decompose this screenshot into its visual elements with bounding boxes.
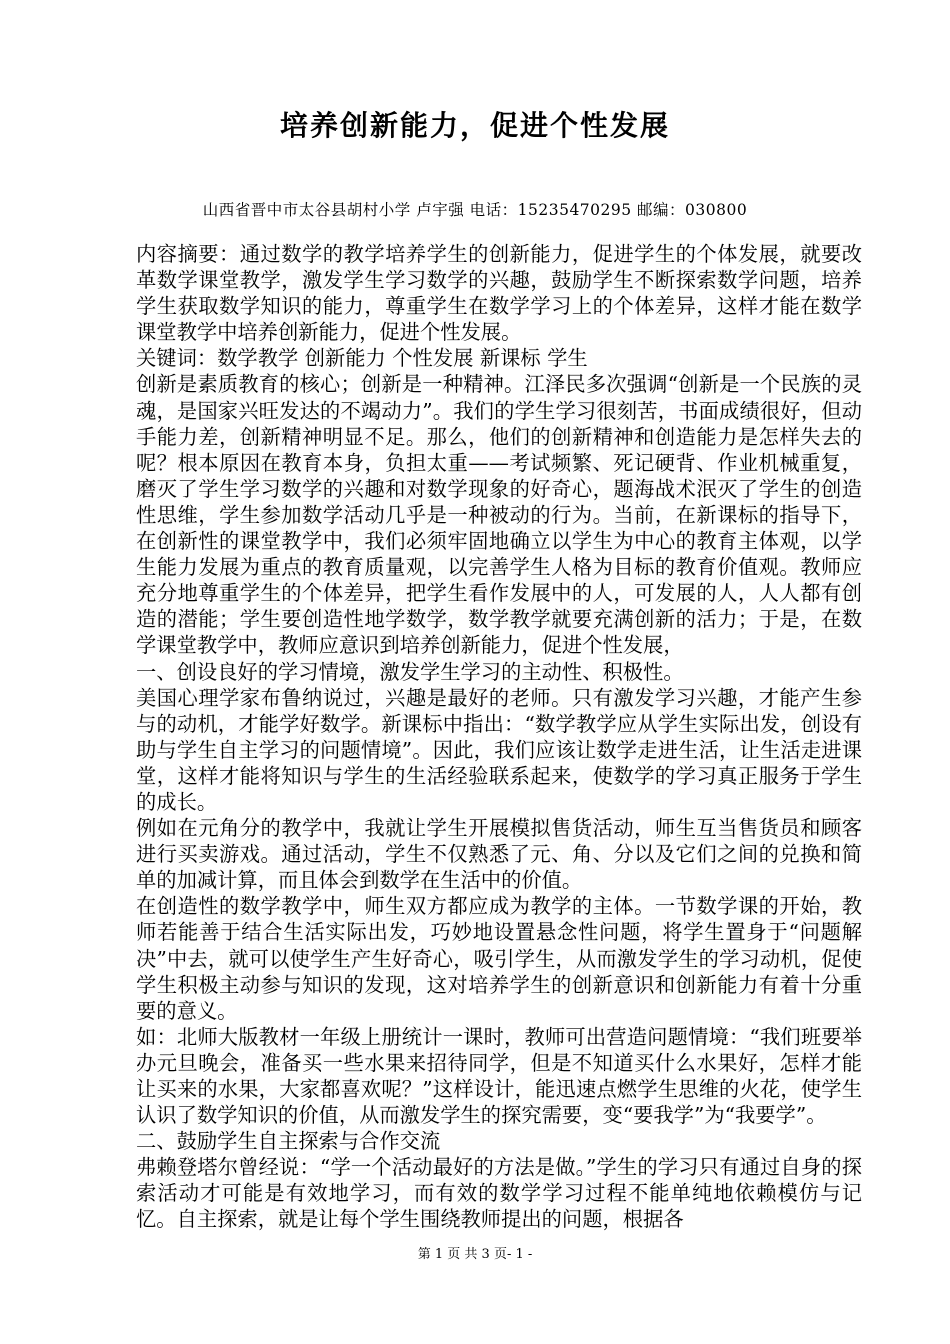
body-paragraph: 在创造性的数学教学中，师生双方都应成为教学的主体。一节数学课的开始，教师若能善于结合生活实际出发，巧妙地设置悬念性问题，将学生置身于“问题解决”中去，就可以使学生产生好奇心，吸引学生，从而激发学生的学习动机，促使学生积极主动参与知识的发现，这对培养学生的创新意识和创新能力有着十分重要的意义。 [136, 894, 862, 1023]
body-paragraph: 例如在元角分的教学中，我就让学生开展模拟售货活动，师生互当售货员和顾客进行买卖游戏。通过活动，学生不仅熟悉了元、角、分以及它们之间的兑换和简单的加减计算，而且体会到数学在生活中的价值。 [136, 816, 862, 893]
section-heading: 二、鼓励学生自主探索与合作交流 [136, 1129, 441, 1154]
document-title: 培养创新能力，促进个性发展 [279, 109, 670, 142]
body-paragraph: 如：北师大版教材一年级上册统计一课时，教师可出营造问题情境：“我们班要举办元旦晚会，准备买一些水果来招待同学，但是不知道买什么水果好，怎样才能让买来的水果，大家都喜欢呢？”这样设计，能迅速点燃学生思维的火花，使学生认识了数学知识的价值，从而激发学生的探究需要，变“要我学”为“我要学”。 [136, 1024, 862, 1128]
body-paragraph: 创新是素质教育的核心；创新是一种精神。江泽民多次强调“创新是一个民族的灵魂，是国家兴旺发达的不竭动力”。我们的学生学习很刻苦，书面成绩很好，但动手能力差，创新精神明显不足。那么，他们的创新精神和创造能力是怎样失去的呢？根本原因在教育本身，负担太重——考试频繁、死记硬背、作业机械重复，磨灭了学生学习数学的兴趣和对数学现象的好奇心，题海战术泯灭了学生的创造性思维，学生参加数学活动几乎是一种被动的行为。当前，在新课标的指导下，在创新性的课堂教学中，我们必须牢固地确立以学生为中心的教育主体观，以学生能力发展为重点的教育质量观，以完善学生人格为目标的教育价值观。教师应充分地尊重学生的个体差异，把学生看作发展中的人，可发展的人，人人都有创造的潜能；学生要创造性地学数学，数学教学就要充满创新的活力；于是，在数学课堂教学中，教师应意识到培养创新能力，促进个性发展， [136, 372, 862, 658]
author-info: 山西省晋中市太谷县胡村小学 卢宇强 电话：15235470295 邮编：030800 [202, 201, 748, 219]
keywords-paragraph: 关键词：数学教学 创新能力 个性发展 新课标 学生 [136, 346, 588, 371]
abstract-paragraph: 内容摘要：通过数学的教学培养学生的创新能力，促进学生的个体发展，就要改革数学课堂教学，激发学生学习数学的兴趣，鼓励学生不断探索数学问题，培养学生获取数学知识的能力，尊重学生在数学学习上的个体差异，这样才能在数学课堂教学中培养创新能力，促进个性发展。 [136, 242, 862, 345]
body-paragraph: 弗赖登塔尔曾经说：“学一个活动最好的方法是做。”学生的学习只有通过自身的探索活动才可能是有效地学习，而有效的数学学习过程不能单纯地依赖模仿与记忆。自主探索，就是让每个学生围绕教师提出的问题，根据各 [136, 1155, 862, 1232]
section-heading: 一、创设良好的学习情境，激发学生学习的主动性、积极性。 [136, 659, 684, 684]
document-body [136, 241, 862, 1233]
page-footer: 第 1 页 共 3 页- 1 - [417, 1247, 533, 1262]
body-paragraph: 美国心理学家布鲁纳说过，兴趣是最好的老师。只有激发学习兴趣，才能产生参与的动机，才能学好数学。新课标中指出：“数学教学应从学生实际出发，创设有助与学生自主学习的问题情境”。因此，我们应该让数学走进生活，让生活走进课堂，这样才能将知识与学生的生活经验联系起来，使数学的学习真正服务于学生的成长。 [136, 685, 862, 814]
